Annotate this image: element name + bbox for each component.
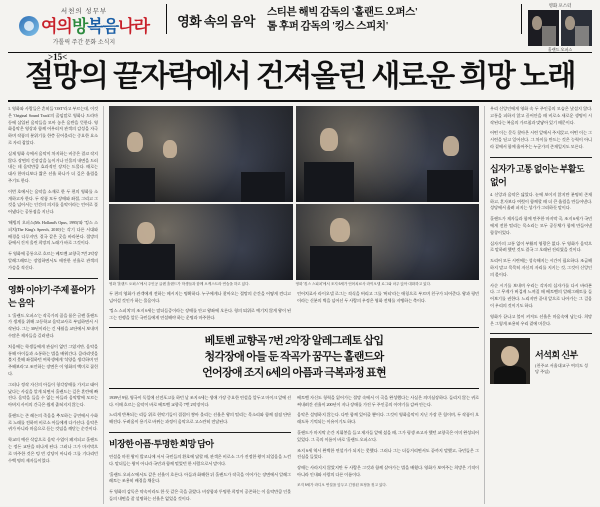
paragraph: 베토벤 자신도 청력을 잃어가는 절망 속에서 이 곡을 완성했다는 사실은 의미심장하다. 들리지 않는 귀로 써내려간 선율이 200년이 지나 장애를 가진 두 주인공의 이야기를 감싸 안는다. bbox=[297, 394, 479, 407]
subheading-middle: 비장한 아픔·투명한 희망 담아 bbox=[109, 432, 291, 450]
paragraph: 도리어 모든 시련에는 성숙해지는 시간이 필요하다. 조급해하지 말고 묵묵히 자신의 자리를 지키는 것, 그것이 신앙인의 몫이다. bbox=[490, 258, 592, 277]
pull-quote bbox=[109, 327, 479, 389]
photo-king-portrait bbox=[296, 204, 480, 280]
paragraph: 연설을 마친 왕이 발코니에 서서 국민들의 환호에 답할 때, 관객은 비로소 그가 진정한 왕이 되었음을 느낀다. 말더듬는 왕이 아니라 국민과 함께 떨었던 한 사람으로서 말이다. bbox=[109, 454, 291, 466]
photo-holland-orchestra bbox=[109, 106, 293, 202]
paragraph: 조지 6세 역시 완벽한 연설가가 되지는 못했다. 그러나 그는 더듬거리면서도 끝까지 말했고, 국민들은 그 진심을 들었다. bbox=[297, 447, 479, 460]
masthead-title bbox=[41, 18, 149, 35]
poster-caption: 영화 포스터 bbox=[548, 3, 572, 8]
paragraph: 두 영화에 공통으로 흐르는 베토벤 교향곡 7번 2악장 알레그레토는 장엄하면서도 애잔한 선율로 관객의 가슴을 적신다. bbox=[8, 251, 98, 270]
mid-intro-text bbox=[109, 291, 479, 322]
paragraph: 홀랜드는 존 레논의 죽음을 추모하는 공연에서 수화로 노래를 전하며 비로소 아들에게 다가선다. 음악은 귀가 아니라 마음으로 듣는 것임을 깨닫는 순간이다. bbox=[8, 412, 98, 432]
author-name: 서석희 신부 bbox=[535, 349, 578, 360]
issue-number: >15< bbox=[48, 52, 68, 62]
paragraph: 언어치료사 라이오넬 로그는 격식을 버리고 그를 '버티'라는 애칭으로 부르며 친구가 되어준다. 왕과 평민이라는 신분의 벽을 넘어선 두 사람의 우정은 영화 전체를 지탱하는 축이다. bbox=[297, 290, 479, 303]
masthead-subtitle: 가톨릭 주간 문화 소식지 bbox=[52, 40, 116, 46]
header-feature bbox=[166, 4, 522, 34]
paragraph: 4. 신앙과 음악은 닮았다. 눈에 보이지 않지만 분명히 존재하고, 혼자보다 여럿이 함께할 때 더 큰 울림을 만들어낸다. 성당에서 울려 퍼지는 성가가 그러하듯 말이다. bbox=[490, 191, 592, 211]
paragraph: 1. '홀랜드 오퍼스'는 작곡가의 꿈을 품은 글렌 홀랜드가 생계를 위해 고등학교 음악교사로 부임하면서 시작된다. 그는 30년이라는 긴 세월을 교단에서 보내며 수많은 제자들을 길러낸다. bbox=[8, 312, 98, 338]
masthead-kicker: 서천의 성무부 bbox=[60, 8, 108, 15]
paragraph: '홀랜드 오퍼스'에서도 같은 선율이 흐른다. 아들과 화해한 뒤 홀랜드가 작곡을 이어가는 장면에서 알레그레토는 조용히 배경을 채운다. bbox=[109, 471, 291, 484]
photo-holland-classroom bbox=[109, 204, 293, 280]
paragraph: 실제 영화 속에서 음악이 차지하는 비중은 결코 작지 않다. 장면의 긴장감을 높이거나 인물의 내면을 드러내는 데 음악만큼 효과적인 장치는 드물다. 때로는 대사 한마디보다 짧은 선율 하나가 더 깊은 울림을 주기도 한다. bbox=[8, 150, 98, 183]
column-left bbox=[8, 106, 104, 504]
paragraph: '킹스 스피치'의 조지 6세는 말더듬증이라는 장애를 안고 왕좌에 오른다. 형의 퇴위로 예기치 않게 왕이 된 그는 전쟁을 앞둔 국민들에게 연설해야 하는 운명과 마주한다. bbox=[109, 308, 291, 321]
author-photo bbox=[490, 338, 530, 384]
masthead-title-part4: 나라 bbox=[118, 16, 149, 36]
feature-series-label: 영화 속의 음악 bbox=[177, 13, 255, 29]
feature-line-1: 스티븐 해빅 감독의 '홀랜드 오퍼스' bbox=[267, 7, 418, 18]
poster-block bbox=[528, 4, 592, 53]
photo-caption-mid-right: 조지 6세가 라디오 연설을 앞두고 긴장된 표정을 짓고 있다. bbox=[297, 482, 387, 487]
paragraph: 홀랜드가 제자들과 함께 연주한 마지막 곡, 조지 6세가 국민에게 전한 떨리는 목소리는 모두 공동체가 함께 만들어낸 합창이었다. bbox=[490, 216, 592, 235]
paragraph: 십자가의 고통 없이 부활의 영광은 없다. 두 영화가 음악으로 말하려 했던 것도 결국 그 오래된 진리였을 것이다. bbox=[490, 240, 592, 253]
column-right bbox=[484, 106, 592, 504]
page-title: 절망의 끝자락에서 건져올린 새로운 희망 노래 bbox=[8, 53, 592, 102]
pull-quote-line-3: 언어장애 조지 6세의 아픔과 극복과정 표현 bbox=[202, 366, 386, 379]
paragraph: 장애는 사라지지 않았지만 두 사람은 그것과 함께 살아가는 법을 배웠다. 영화가 보여주는 희망은 기적이 아니라 인내와 사랑의 다른 이름이다. bbox=[297, 465, 479, 478]
photo-kings-speech-session bbox=[296, 106, 480, 202]
poster-label-1: 홀랜드 오퍼스 bbox=[547, 46, 573, 52]
masthead-logo[interactable] bbox=[8, 4, 160, 62]
masthead-title-part1: 여의 bbox=[40, 16, 72, 36]
paragraph: 우리 신앙인에게 영화 속 두 주인공의 모습은 낯설지 않다. 고통을 피하지 않고 끌어안을 때 비로소 새로운 생명이 시작된다는 복음의 가르침과 맞닿아 있기 때문이다. bbox=[490, 106, 592, 125]
feature-line-2: 톰 후퍼 감독의 '킹스 스피치' bbox=[267, 21, 389, 33]
paragraph: '해빙의 오퍼스(Mr. Holland's Opus, 1995)'와 '킹스 스피치(The King's Speech, 2010)'는 각기 다른 시대와 배경을 다루지만, 결국 같은 곳을 바라본다. 절망의 끝에서 건져 올린 희망의 노래가 바로 그것이다. bbox=[8, 219, 98, 246]
column-middle bbox=[104, 106, 484, 504]
subheading-left: 영화 이야기·주제 풀어가는 음악 bbox=[8, 278, 98, 309]
paragraph: 음악은 설명하지 않는다. 다만 함께 있어줄 뿐이다. 그것이 영화음악이 지닌 가장 큰 힘이며, 두 작품이 오래도록 기억되는 이유이기도 하다. bbox=[297, 412, 479, 425]
paragraph: 학교의 예산 삭감으로 음악 수업이 폐지되고 홀랜드는 정든 교단을 떠나게 된다. 그러나 그가 마지막으로 마주한 것은 텅 빈 강당이 아니라 그를 기다리던 수백 명의 제자들이었다. bbox=[8, 437, 98, 463]
masthead-title-part3: 복음 bbox=[87, 16, 119, 36]
photo-row bbox=[109, 106, 479, 291]
paragraph: 처음에는 학생들에게 관심이 없던 그였지만, 음악을 통해 아이들과 소통하는 법을 배워간다. 클라리넷을 불지 못해 좌절하던 여학생에게 '석양을 생각하며 연주해보라'고 조언하는 장면은 이 영화의 백미로 꼽힌다. bbox=[8, 343, 98, 376]
paragraph: 느리게 반복되는 리듬 위로 현악기들이 겹겹이 쌓아 올리는 선율은 왕의 떨리는 목소리와 함께 점점 단단해진다. 두려움이 용기로 바뀌는 과정이 음악으로 고스란히 전달된다. bbox=[109, 412, 291, 425]
paragraph: 그러나 정작 자신의 아들이 청각장애를 가지고 태어났다는 사실을 알게 되면서 홀랜드는 깊은 혼란에 빠진다. 음악을 들을 수 없는 아들과 음악밖에 모르는 아버지 사이의 간극은 쉽게 좁혀지지 않는다. bbox=[8, 381, 98, 408]
pull-quote-line-2: 청각장애 아들 둔 작곡가 꿈꾸는 홀랜드와 bbox=[204, 350, 384, 363]
photo-caption-top-left: 영화 '홀랜드 오퍼스'에서 주인공 글렌 홀랜드가 학생들과 함께 오케스트라 연습을 하고 있다. bbox=[109, 282, 250, 286]
globe-icon bbox=[19, 16, 39, 36]
paragraph: 1939년 9월, 영국이 독일에 선전포고를 하던 날 조지 6세는 생애 가장 중요한 연설을 앞두고 마이크 앞에 선다. 이때 흐르는 음악이 바로 베토벤 교향곡 7번 2악장이다. bbox=[109, 394, 291, 407]
subheading-right: 십자가 고통 없이는 부활도 없어 bbox=[490, 157, 592, 188]
paragraph: 사순 시기를 보내며 우리는 각자의 십자가를 다시 바라본다. 그 무게가 버겁게 느껴질 때 베토벤의 알레그레토를 들어보기를 권한다. 느리지만 끝내 앞으로 나아가는 그 걸음이 우리의 것이기도 하다. bbox=[490, 282, 592, 308]
article-body bbox=[8, 106, 592, 504]
paragraph: 어떤 이는 문득 찾아온 시련 앞에서 주저앉고, 어떤 이는 그 시련을 딛고 일어선다. 그 차이를 만드는 것은 능력이 아니라 곁에서 함께 울어주는 누군가의 존재일지도 모른다. bbox=[490, 130, 592, 149]
paragraph: 두 편의 영화가 관객에게 전하는 메시지는 명확하다. 누구에게나 찾아오는 절망의 순간을 어떻게 견디고 넘어설 것인가 하는 물음이다. bbox=[109, 290, 291, 303]
paragraph: 영화가 끝나고 불이 켜져도 선율은 마음속에 남는다. 희망은 그렇게 조용히 우리 곁에 머문다. bbox=[490, 313, 592, 326]
masthead-title-part2: 방 bbox=[71, 16, 88, 36]
paragraph: 1. 영화와 사람들은 흔히들 'OST'라고 부르는데, 이것은 'Original Sound Track'의 줄임말로 영화나 드라마 등에 삽입된 음악들을 모아 놓은 음반을 뜻한다. 영화음악은 영상과 함께 어우러져 관객의 감성을 자극하며 작품의 분위기를 한층 끌어올리는 중요한 요소로 자리 잡았다. bbox=[8, 106, 98, 145]
poster-image-kings-speech bbox=[561, 10, 592, 46]
poster-image-holland bbox=[528, 10, 559, 46]
paragraph: 홀랜드가 마지막 순간 지휘봉을 들고 제자들 앞에 섰을 때, 그가 평생 쓰고자 했던 교향곡은 이미 완성되어 있었다. 그 곡의 이름이 바로 '홀랜드 오퍼스'다. bbox=[297, 430, 479, 442]
paragraph: 두 영화의 감독은 약속이라도 한 듯 같은 곡을 골랐다. 비장함과 투명한 희망이 공존하는 이 음악만큼 인물들의 내면을 잘 설명하는 선율은 없었을 것이다. bbox=[109, 489, 291, 502]
pull-quote-line-1: 베토벤 교향곡 7번 2악장 알레그레토 삽입 bbox=[204, 335, 384, 348]
author-signoff bbox=[490, 333, 592, 384]
author-role: (천주교 서울대교구 여의도 성당 주임) bbox=[535, 362, 589, 374]
paragraph: 이번 호에서는 음악을 소재로 한 두 편의 영화를 소개하고자 한다. 두 작품 모두 장애와 좌절, 그리고 그것을 넘어서는 인간의 의지를 음악이라는 언어로 풀어냈다는 공통점을 지닌다. bbox=[8, 188, 98, 215]
photo-caption-top-right: 영화 '킹스 스피치'에서 조지 6세가 언어치료사 라이오넬 로그와 마주 앉아 대화하고 있다. bbox=[295, 282, 431, 286]
masthead bbox=[8, 3, 592, 62]
